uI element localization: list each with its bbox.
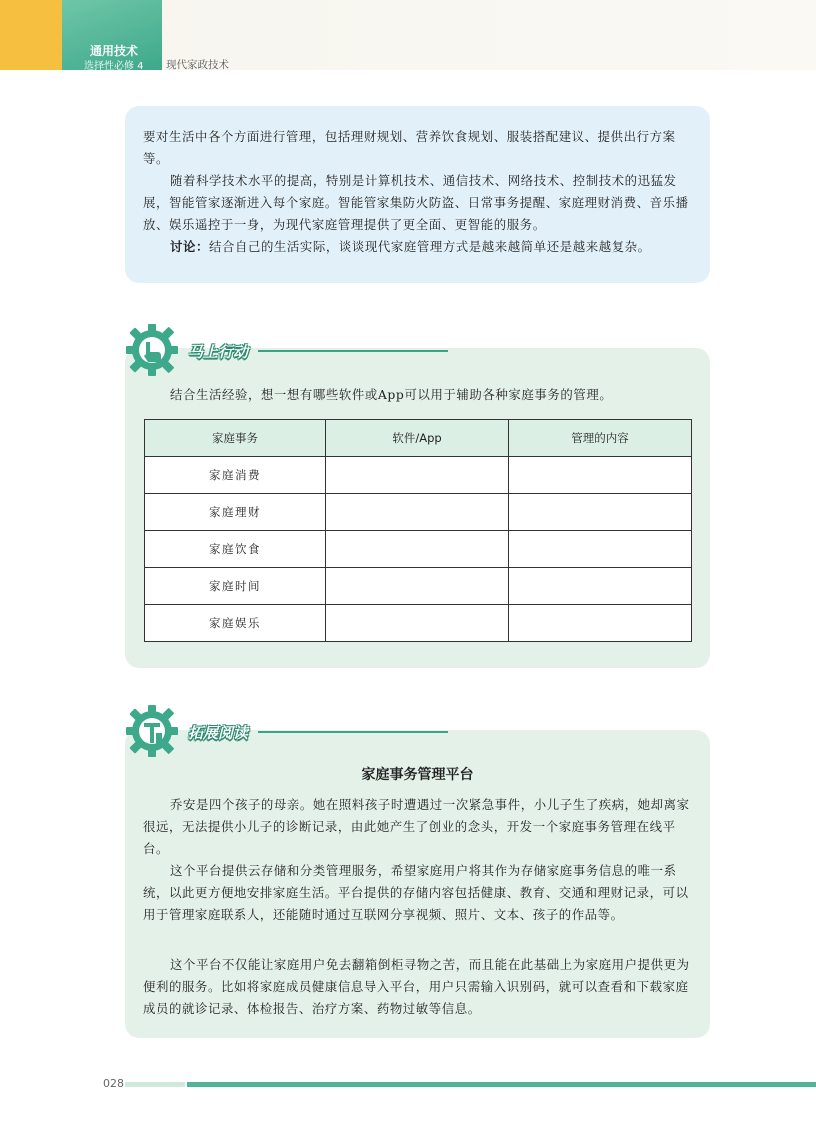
table-header-task: 家庭事务 (145, 420, 326, 457)
table-row (145, 568, 692, 605)
task-cell: 家庭理财 (145, 494, 326, 531)
app-cell[interactable] (326, 568, 509, 605)
intro-paragraph-1: 要对生活中各个方面进行管理，包括理财规划、营养饮食规划、服装搭配建议、提供出行方案等。 (143, 129, 676, 166)
page-number: 028 (103, 1077, 124, 1090)
task-cell: 家庭消费 (145, 457, 326, 494)
content-cell[interactable] (509, 494, 692, 531)
content-cell[interactable] (509, 568, 692, 605)
table-header-app: 软件/App (326, 420, 509, 457)
table-row (145, 457, 692, 494)
content-cell[interactable] (509, 457, 692, 494)
app-cell[interactable] (326, 605, 509, 642)
table-row (145, 531, 692, 568)
household-task-table (144, 419, 692, 642)
app-cell[interactable] (326, 531, 509, 568)
pointing-hand-gear-icon (124, 322, 186, 378)
discussion-label: 讨论： (170, 239, 209, 254)
article-title: 家庭事务管理平台 (361, 767, 474, 783)
reading-title-rule (258, 731, 448, 733)
reading-section-title: 拓展阅读 (188, 724, 249, 742)
content-cell[interactable] (509, 605, 692, 642)
header-book-title: 通用技术 (90, 44, 139, 58)
table-row (145, 494, 692, 531)
table-row (145, 605, 692, 642)
task-cell: 家庭时间 (145, 568, 326, 605)
action-section-title: 马上行动 (188, 343, 249, 361)
intro-paragraph-2: 随着科学技术水平的提高，特别是计算机技术、通信技术、网络技术、控制技术的迅猛发展，智能管家逐渐进入每个家庭。智能管家集防火防盗、日常事务提醒、家庭理财消费、音乐播放、娱乐遥控于一身，为现代家庭管理提供了更全面、更智能的服务。 (143, 173, 689, 232)
content-cell[interactable] (509, 531, 692, 568)
table-header-row (145, 420, 692, 457)
task-cell: 家庭饮食 (145, 531, 326, 568)
book-gear-icon (124, 703, 186, 759)
header-corner-accent (0, 0, 62, 70)
discussion-text: 结合自己的生活实际，谈谈现代家庭管理方式是越来越简单还是越来越复杂。 (208, 239, 651, 254)
discussion-paragraph (143, 236, 695, 258)
task-cell: 家庭娱乐 (145, 605, 326, 642)
footer-accent-bar (187, 1082, 816, 1087)
action-title-rule (258, 350, 448, 352)
footer-accent-light (125, 1082, 185, 1087)
article-paragraph-2: 这个平台提供云存储和分类管理服务，希望家庭用户将其作为存储家庭事务信息的唯一系统，以此更方便地安排家庭生活。平台提供的存储内容包括健康、教育、交通和理财记录，可以用于管理家庭联系人，还能随时通过互联网分享视频、照片、文本、孩子的作品等。 (143, 863, 689, 922)
header-subject: 选择性必修 4 (84, 61, 144, 72)
app-cell[interactable] (326, 457, 509, 494)
header-chapter: 现代家政技术 (166, 59, 229, 71)
article-paragraph-1: 乔安是四个孩子的母亲。她在照料孩子时遭遇过一次紧急事件，小儿子生了疾病，她却离家很远，无法提供小儿子的诊断记录，由此她产生了创业的念头，开发一个家庭事务管理在线平台。 (143, 797, 690, 856)
table-header-content: 管理的内容 (509, 420, 692, 457)
article-paragraph-3: 这个平台不仅能让家庭用户免去翻箱倒柜寻物之苦，而且能在此基础上为家庭用户提供更为便利的服务。比如将家庭成员健康信息导入平台，用户只需输入识别码，就可以查看和下载家庭成员的就诊记录、体检报告、治疗方案、药物过敏等信息。 (143, 957, 690, 1016)
app-cell[interactable] (326, 494, 509, 531)
action-intro: 结合生活经验，想一想有哪些软件或App可以用于辅助各种家庭事务的管理。 (170, 387, 613, 402)
